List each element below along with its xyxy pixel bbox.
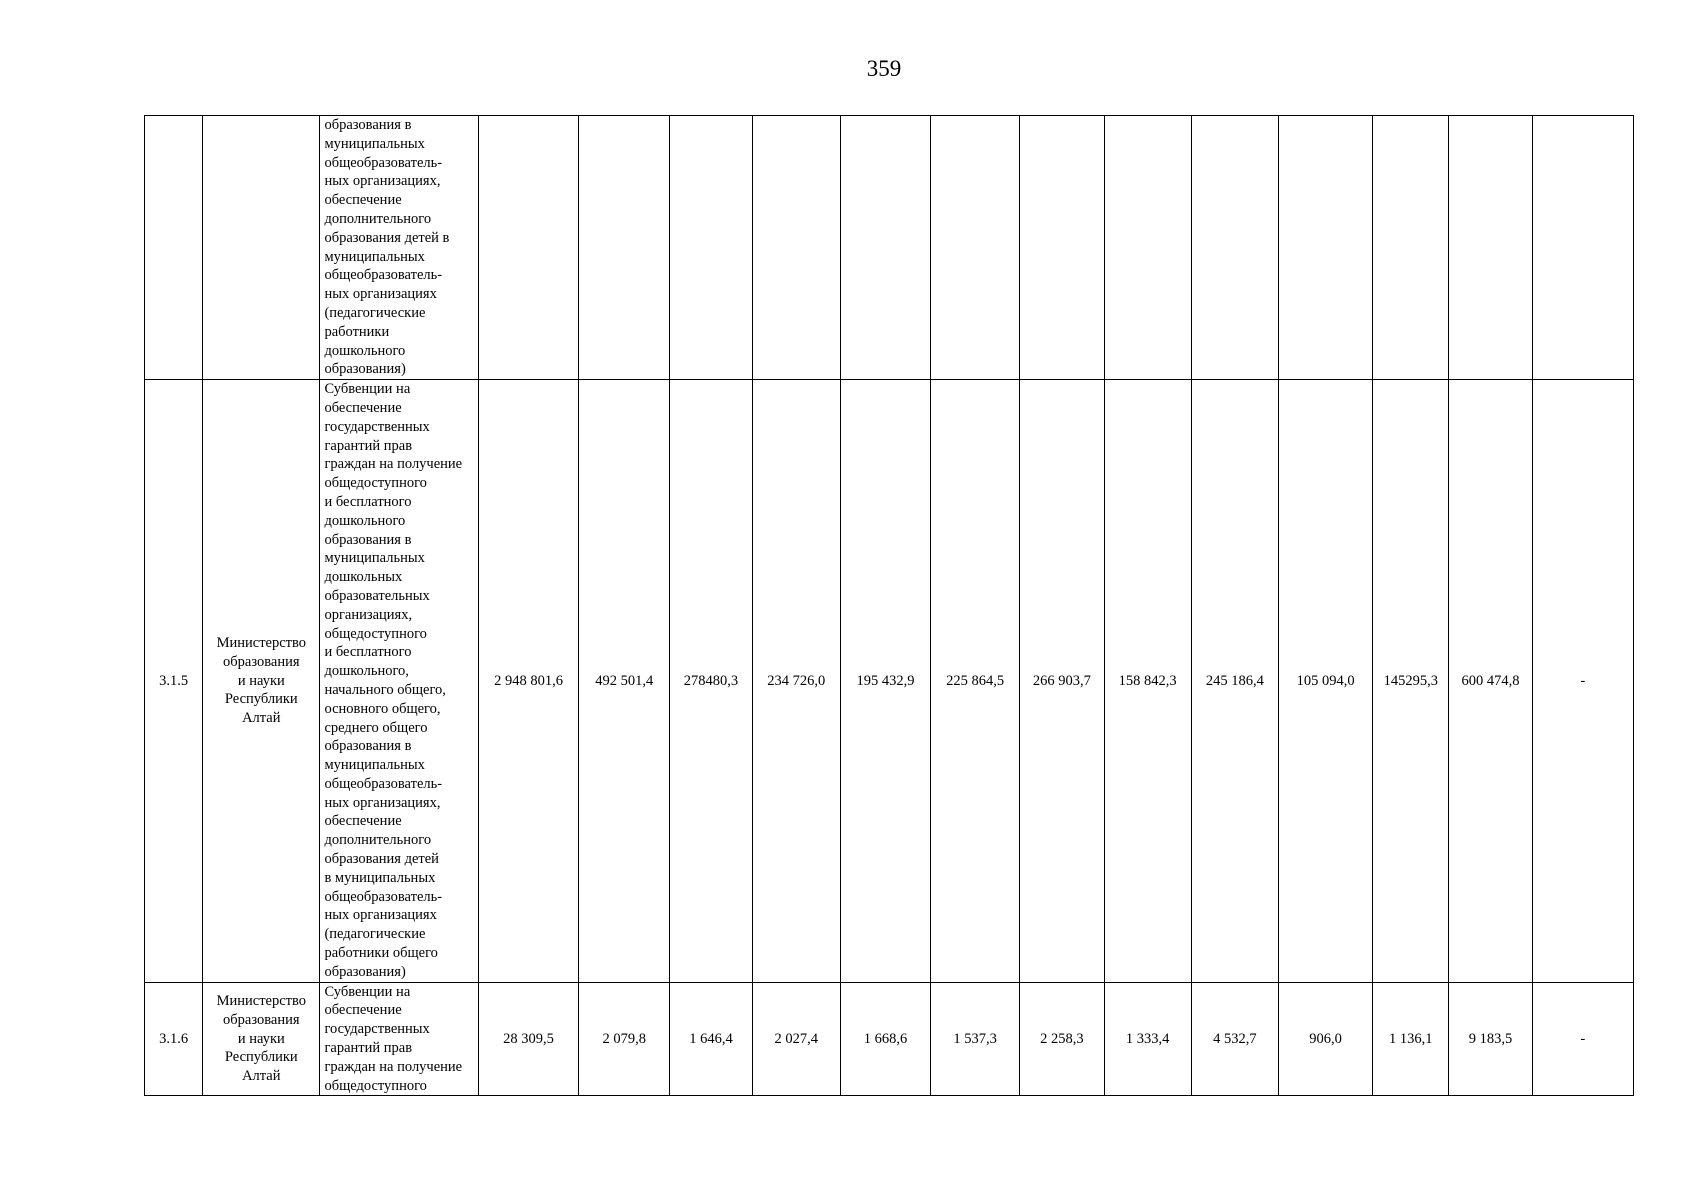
value-cell: - xyxy=(1532,380,1633,983)
description-line: общедоступного xyxy=(324,1077,427,1094)
value-cell: 145295,3 xyxy=(1373,380,1449,983)
organization-line: Алтай xyxy=(242,710,281,727)
value-cell: 1 537,3 xyxy=(931,982,1020,1096)
value-cell xyxy=(579,116,670,380)
value-cell: 278480,3 xyxy=(670,380,752,983)
description-line: дополнительного xyxy=(324,210,432,227)
value-cell: 2 948 801,6 xyxy=(478,380,578,983)
value-cell: 2 079,8 xyxy=(579,982,670,1096)
description-line: ных организациях xyxy=(324,907,437,924)
row-code xyxy=(145,116,203,380)
measure-description xyxy=(320,380,478,983)
organization-line: и науки xyxy=(237,672,285,689)
description-line: образовательных xyxy=(324,587,430,604)
value-cell: - xyxy=(1532,982,1633,1096)
description-line: образования детей в xyxy=(324,229,450,246)
description-line: государственных xyxy=(324,418,430,435)
page-number: 359 xyxy=(866,56,902,81)
value-cell: 245 186,4 xyxy=(1191,380,1278,983)
description-line: граждан на получение xyxy=(324,456,463,473)
description-line: среднего общего xyxy=(324,719,428,736)
organization-line: образования xyxy=(223,1011,300,1028)
description-line: (педагогические xyxy=(324,926,426,943)
measure-description xyxy=(320,116,478,380)
organization-line: Министерство xyxy=(216,993,306,1010)
value-cell xyxy=(1278,116,1372,380)
description-line: общеобразователь- xyxy=(324,775,443,792)
description-line: дошкольного xyxy=(324,342,406,359)
value-cell: 4 532,7 xyxy=(1191,982,1278,1096)
value-cell xyxy=(1020,116,1104,380)
description-line: граждан на получение xyxy=(324,1058,463,1075)
organization-line: Республики xyxy=(224,1049,298,1066)
value-cell: 492 501,4 xyxy=(579,380,670,983)
description-line: работники общего xyxy=(324,945,438,962)
organization-line: и науки xyxy=(237,1030,285,1047)
description-line: общедоступного xyxy=(324,475,427,492)
description-line: образования в xyxy=(324,117,412,133)
value-cell: 9 183,5 xyxy=(1449,982,1532,1096)
description-line: дошкольных xyxy=(324,569,403,586)
responsible-organization xyxy=(203,116,320,380)
description-line: начального общего, xyxy=(324,681,446,698)
description-line: обеспечение xyxy=(324,399,402,416)
description-line: образования в xyxy=(324,738,412,755)
value-cell xyxy=(478,116,578,380)
description-line: обеспечение xyxy=(324,813,402,830)
value-cell: 266 903,7 xyxy=(1020,380,1104,983)
description-line: обеспечение xyxy=(324,1002,402,1019)
organization-line: Алтай xyxy=(242,1068,281,1085)
organization-line: Министерство xyxy=(216,634,306,651)
description-line: Субвенции на xyxy=(324,983,411,1000)
description-line: в муниципальных xyxy=(324,869,436,886)
description-line: и бесплатного xyxy=(324,493,412,510)
value-cell: 28 309,5 xyxy=(478,982,578,1096)
description-line: ных организациях xyxy=(324,286,437,303)
description-line: общеобразователь- xyxy=(324,154,443,171)
organization-line: Республики xyxy=(224,691,298,708)
description-line: ных организациях, xyxy=(324,794,441,811)
value-cell: 2 027,4 xyxy=(752,982,840,1096)
value-cell: 600 474,8 xyxy=(1449,380,1532,983)
value-cell: 105 094,0 xyxy=(1278,380,1372,983)
responsible-organization xyxy=(203,982,320,1096)
description-line: муниципальных xyxy=(324,550,425,567)
value-cell xyxy=(1449,116,1532,380)
description-line: дополнительного xyxy=(324,832,432,849)
table-row xyxy=(145,380,1634,983)
value-cell xyxy=(1191,116,1278,380)
description-line: муниципальных xyxy=(324,135,425,152)
description-line: гарантий прав xyxy=(324,1040,413,1057)
description-line: образования) xyxy=(324,361,406,378)
description-line: (педагогические xyxy=(324,304,426,321)
row-code: 3.1.5 xyxy=(145,380,203,983)
value-cell: 158 842,3 xyxy=(1104,380,1191,983)
description-line: гарантий прав xyxy=(324,437,413,454)
value-cell: 234 726,0 xyxy=(752,380,840,983)
description-line: дошкольного, xyxy=(324,663,409,680)
description-line: организациях, xyxy=(324,606,413,623)
value-cell xyxy=(1532,116,1633,380)
value-cell: 225 864,5 xyxy=(931,380,1020,983)
description-line: основного общего, xyxy=(324,700,441,717)
description-line: общеобразователь- xyxy=(324,888,443,905)
value-cell: 2 258,3 xyxy=(1020,982,1104,1096)
table-row xyxy=(145,982,1634,1096)
description-line: муниципальных xyxy=(324,757,425,774)
value-cell xyxy=(670,116,752,380)
description-line: работники xyxy=(324,323,390,340)
responsible-organization xyxy=(203,380,320,983)
budget-table xyxy=(144,115,1634,1096)
value-cell: 1 136,1 xyxy=(1373,982,1449,1096)
value-cell: 195 432,9 xyxy=(840,380,930,983)
organization-line: образования xyxy=(223,653,300,670)
description-line: обеспечение xyxy=(324,192,402,209)
description-line: общеобразователь- xyxy=(324,267,443,284)
description-line: ных организациях, xyxy=(324,173,441,190)
description-line: государственных xyxy=(324,1021,430,1038)
description-line: дошкольного xyxy=(324,512,406,529)
value-cell xyxy=(1104,116,1191,380)
description-line: Субвенции на xyxy=(324,381,411,398)
description-line: образования в xyxy=(324,531,412,548)
description-line: муниципальных xyxy=(324,248,425,265)
value-cell: 1 333,4 xyxy=(1104,982,1191,1096)
value-cell xyxy=(931,116,1020,380)
value-cell: 1 668,6 xyxy=(840,982,930,1096)
description-line: общедоступного xyxy=(324,625,427,642)
measure-description xyxy=(320,982,478,1096)
value-cell: 906,0 xyxy=(1278,982,1372,1096)
value-cell xyxy=(752,116,840,380)
value-cell xyxy=(1373,116,1449,380)
table-row xyxy=(145,116,1634,380)
description-line: и бесплатного xyxy=(324,644,412,661)
row-code: 3.1.6 xyxy=(145,982,203,1096)
description-line: образования детей xyxy=(324,851,439,868)
value-cell: 1 646,4 xyxy=(670,982,752,1096)
description-line: образования) xyxy=(324,963,406,980)
value-cell xyxy=(840,116,930,380)
